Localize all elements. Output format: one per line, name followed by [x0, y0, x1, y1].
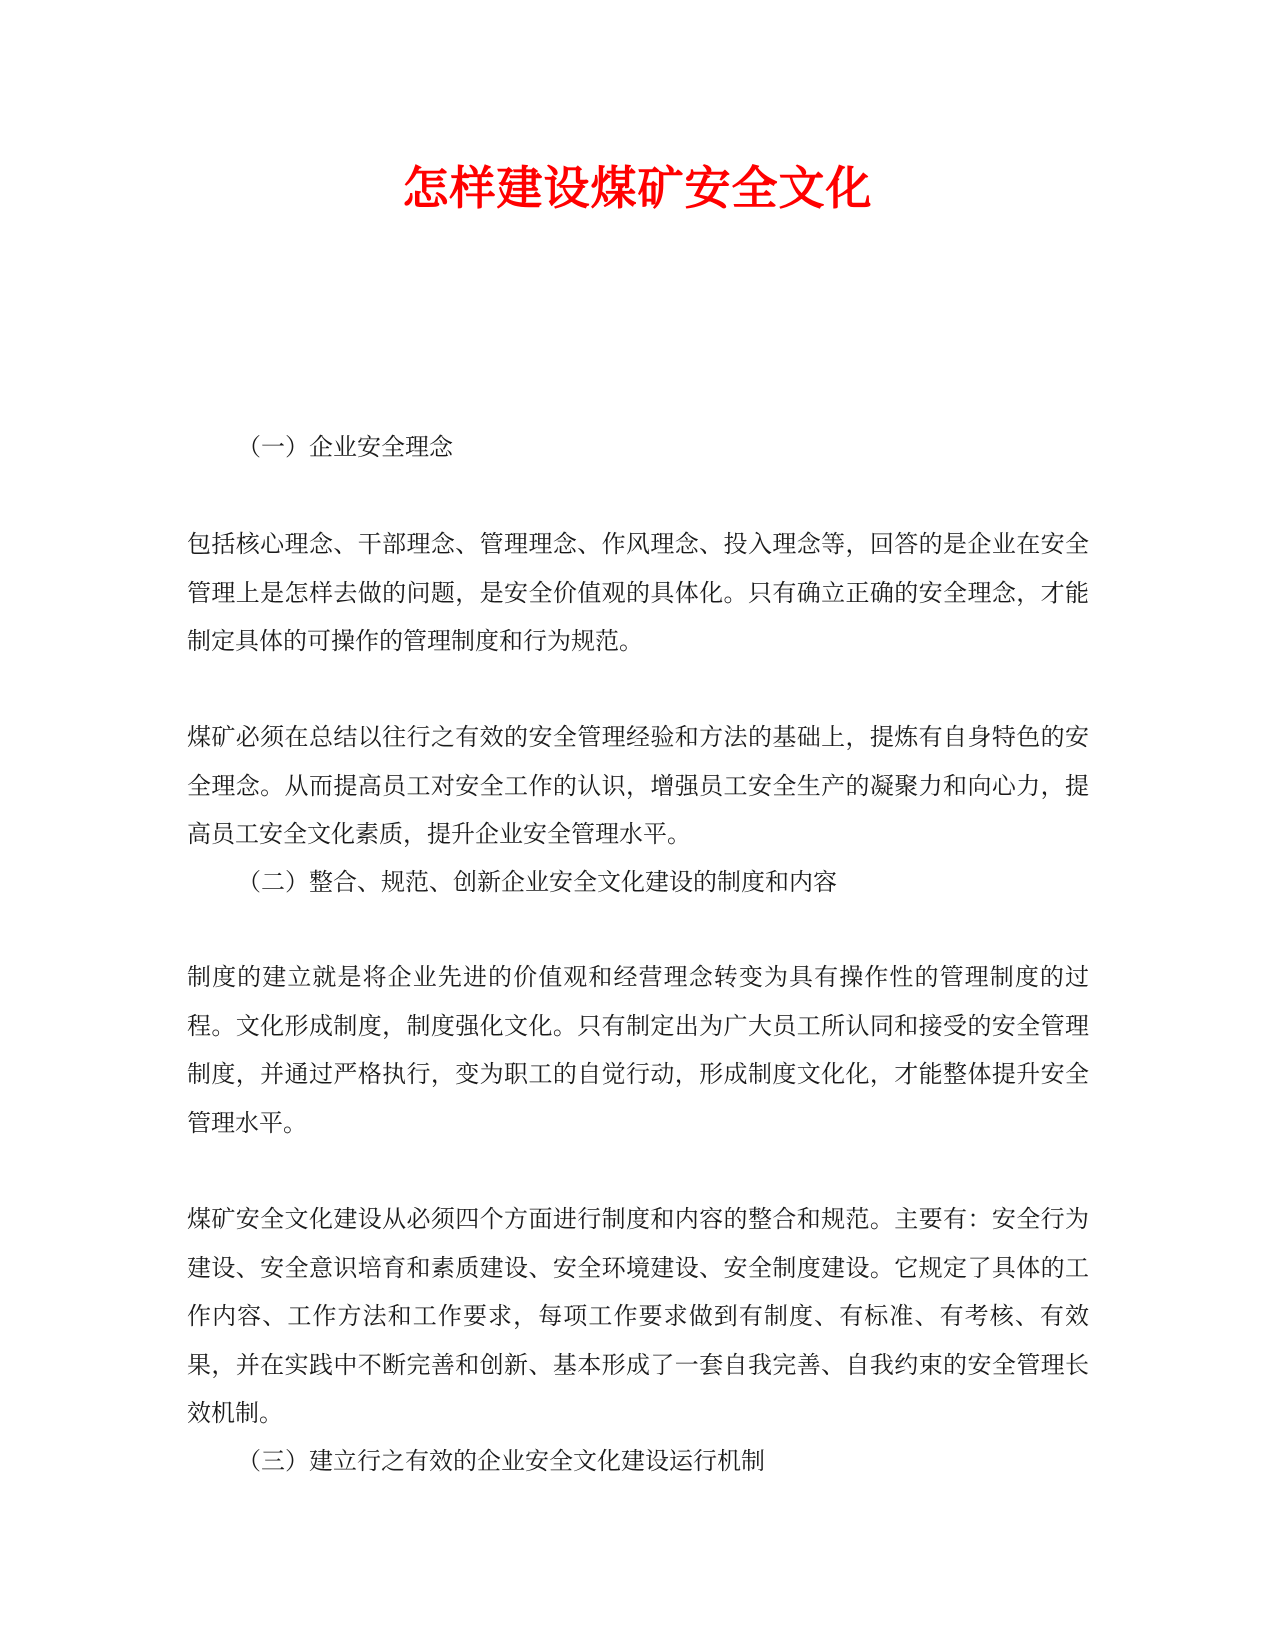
section-heading-3: （三）建立行之有效的企业安全文化建设运行机制 — [237, 1447, 765, 1475]
section-1-paragraph-2: 煤矿必须在总结以往行之有效的安全管理经验和方法的基础上，提炼有自身特色的安全理念。从而提高员工对安全工作的认识，增强员工安全生产的凝聚力和向心力，提高员工安全文化素质，提升企业安全管理水平。 — [187, 723, 1089, 848]
section-heading-1: （一）企业安全理念 — [237, 433, 453, 461]
section-2-paragraph-2: 煤矿安全文化建设从必须四个方面进行制度和内容的整合和规范。主要有：安全行为建设、安全意识培育和素质建设、安全环境建设、安全制度建设。它规定了具体的工作内容、工作方法和工作要求，每项工作要求做到有制度、有标准、有考核、有效果，并在实践中不断完善和创新、基本形成了一套自我完善、自我约束的安全管理长效机制。 — [187, 1205, 1089, 1427]
section-heading-2: （二）整合、规范、创新企业安全文化建设的制度和内容 — [237, 868, 837, 896]
section-2-paragraph-1: 制度的建立就是将企业先进的价值观和经营理念转变为具有操作性的管理制度的过程。文化形成制度，制度强化文化。只有制定出为广大员工所认同和接受的安全管理制度，并通过严格执行，变为职工的自觉行动，形成制度文化化，才能整体提升安全管理水平。 — [187, 963, 1089, 1137]
document-title: 怎样建设煤矿安全文化 — [402, 161, 873, 215]
section-1-paragraph-1: 包括核心理念、干部理念、管理理念、作风理念、投入理念等，回答的是企业在安全管理上是怎样去做的问题，是安全价值观的具体化。只有确立正确的安全理念，才能制定具体的可操作的管理制度和行为规范。 — [187, 530, 1089, 655]
